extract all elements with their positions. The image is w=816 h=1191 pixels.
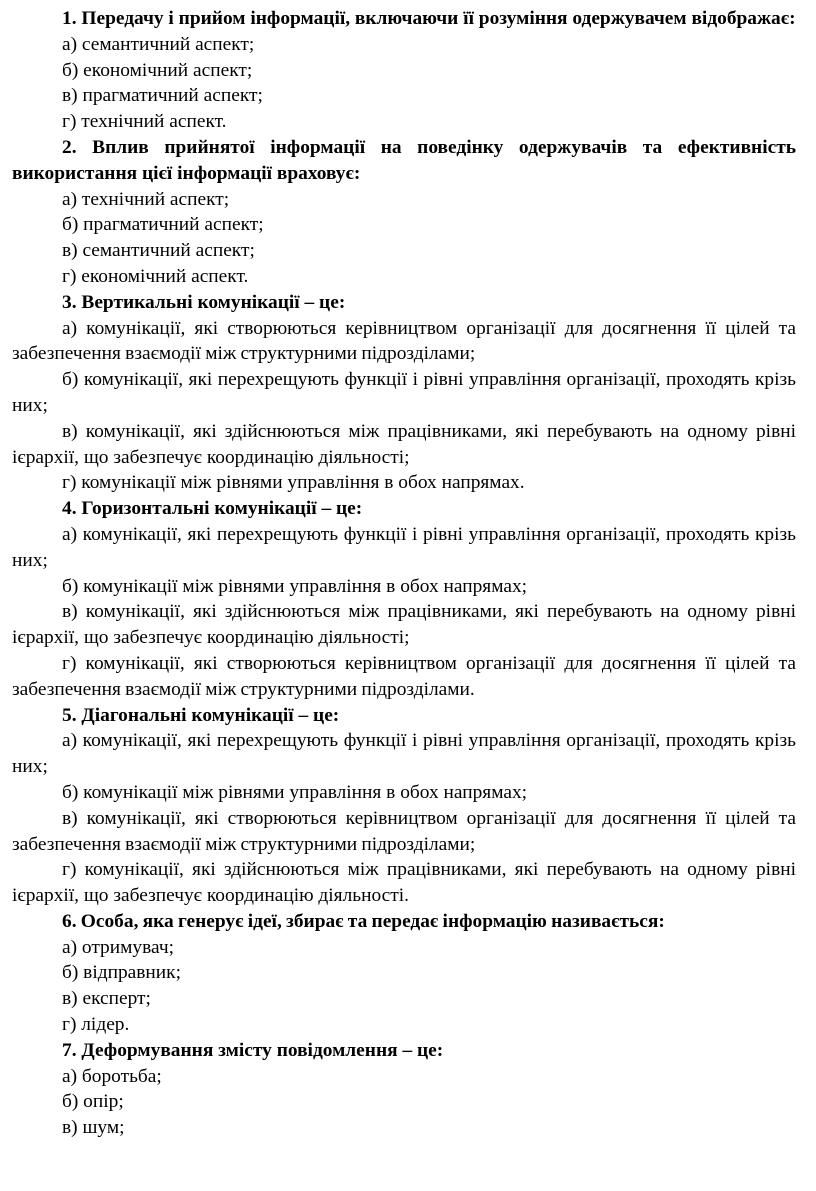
- question-3-option-a: а) комунікації, які створюються керівництвом організації для досягнення її цілей та забезпечення взаємодії між структурними підрозділами;: [12, 317, 796, 365]
- question-7-option-a: а) боротьба;: [62, 1065, 162, 1087]
- document-page: [12, 6, 796, 1141]
- question-3-option-d: г) комунікації між рівнями управління в обох напрямах.: [62, 472, 525, 494]
- question-5-option-b: б) комунікації між рівнями управління в обох напрямах;: [62, 781, 528, 803]
- question-4-option-a: а) комунікації, які перехрещують функції і рівні управління організації, проходять крізь них;: [12, 523, 796, 571]
- question-7: 7. Деформування змісту повідомлення – це:: [62, 1039, 444, 1061]
- question-4-option-d: г) комунікації, які створюються керівництвом організації для досягнення її цілей та забезпечення взаємодії між структурними підрозділами.: [12, 652, 796, 700]
- question-1: 1. Передачу і прийом інформації, включаючи її розуміння одержувачем відображає:: [62, 8, 796, 29]
- question-2-option-a: а) технічний аспект;: [62, 188, 230, 210]
- question-6-option-d: г) лідер.: [62, 1014, 130, 1036]
- question-1-option-d: г) технічний аспект.: [62, 111, 227, 133]
- question-4-option-c: в) комунікації, які здійснюються між працівниками, які перебувають на одному рівні ієрархії, що забезпечує координацію діяльності;: [12, 601, 796, 649]
- question-3-option-b: б) комунікації, які перехрещують функції і рівні управління організації, проходять крізь них;: [12, 369, 796, 416]
- question-4-option-b: б) комунікації між рівнями управління в обох напрямах;: [62, 575, 528, 597]
- question-5-option-d: г) комунікації, які здійснюються між працівниками, які перебувають на одному рівні ієрархії, що забезпечує координацію діяльності.: [12, 859, 796, 907]
- question-2-option-d: г) економічний аспект.: [62, 265, 249, 287]
- question-5-option-a: а) комунікації, які перехрещують функції і рівні управління організації, проходять крізь них;: [12, 730, 796, 778]
- question-7-option-b: б) опір;: [62, 1091, 124, 1113]
- question-3: 3. Вертикальні комунікації – це:: [62, 291, 346, 313]
- question-2: 2. Вплив прийнятої інформації на поведінку одержувачів та ефективність використання цієї інформації враховує:: [12, 136, 796, 184]
- question-5: 5. Діагональні комунікації – це:: [62, 704, 340, 726]
- question-1-option-a: а) семантичний аспект;: [62, 33, 255, 55]
- question-6-option-a: а) отримувач;: [62, 936, 174, 958]
- question-2-option-c: в) семантичний аспект;: [62, 240, 255, 262]
- question-6: 6. Особа, яка генерує ідеї, збирає та передає інформацію називається:: [62, 910, 665, 932]
- question-1-option-b: б) економічний аспект;: [62, 59, 253, 81]
- question-2-option-b: б) прагматичний аспект;: [62, 214, 264, 236]
- question-5-option-c: в) комунікації, які створюються керівництвом організації для досягнення її цілей та забезпечення взаємодії між структурними підрозділами;: [12, 807, 796, 855]
- question-1-option-c: в) прагматичний аспект;: [62, 85, 263, 107]
- question-7-option-c: в) шум;: [62, 1117, 125, 1139]
- question-6-option-c: в) експерт;: [62, 988, 151, 1010]
- question-3-option-c: в) комунікації, які здійснюються між працівниками, які перебувають на одному рівні ієрархії, що забезпечує координацію діяльності;: [12, 420, 796, 468]
- question-4: 4. Горизонтальні комунікації – це:: [62, 498, 363, 520]
- question-6-option-b: б) відправник;: [62, 962, 181, 984]
